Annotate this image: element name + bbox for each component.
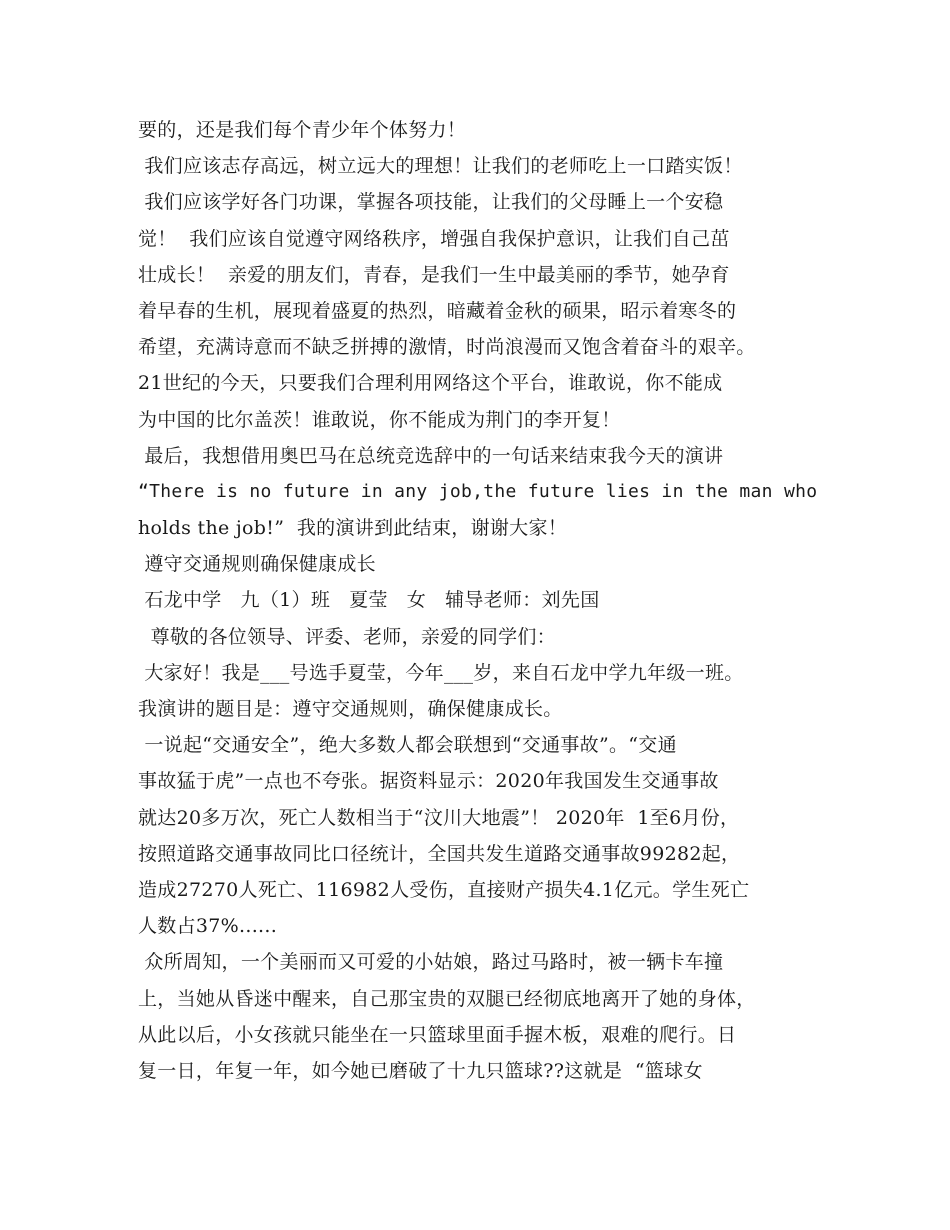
- text-line: 事故猛于虎”一点也不夸张。据资料显示：2020年我国发生交通事故: [138, 770, 719, 793]
- text-line: 一说起“交通安全”，绝大多数人都会联想到“交通事故”。“交通: [138, 734, 677, 757]
- speech-title: 遵守交通规则确保健康成长: [138, 553, 376, 576]
- text-line: 按照道路交通事故同比口径统计，全国共发生道路交通事故99282起，: [138, 842, 741, 865]
- text-line: 觉！ 我们应该自觉遵守网络秩序，增强自我保护意识，让我们自己茁: [138, 227, 730, 250]
- text-line: 人数占37%......: [138, 915, 278, 938]
- text-line: 造成27270人死亡、116982人受伤，直接财产损失4.1亿元。学生死亡: [138, 878, 750, 901]
- text-line: holds the job!” 我的演讲到此结束，谢谢大家！: [138, 517, 568, 540]
- text-line: 我演讲的题目是：遵守交通规则，确保健康成长。: [138, 698, 563, 720]
- text-line: 要的，还是我们每个青少年个体努力！: [138, 119, 467, 141]
- text-line: 我们应该志存高远，树立远大的理想！让我们的老师吃上一口踏实饭！: [138, 155, 743, 178]
- text-line: 最后，我想借用奥巴马在总统竞选辞中的一句话来结束我今天的演讲: [138, 444, 724, 467]
- text-line: 众所周知，一个美丽而又可爱的小姑娘，路过马路时，被一辆卡车撞: [138, 951, 724, 974]
- text-line: 就达20多万次，死亡人数相当于“汶川大地震”！ 2020年 1至6月份，: [138, 806, 740, 829]
- text-line: 大家好！我是___号选手夏莹，今年___岁，来自石龙中学九年级一班。: [138, 661, 744, 684]
- text-line: 从此以后，小女孩就只能坐在一只篮球里面手握木板，艰难的爬行。日: [138, 1023, 737, 1046]
- text-line: 着早春的生机，展现着盛夏的热烈，暗藏着金秋的硕果，昭示着寒冬的: [138, 299, 737, 322]
- text-line: 上，当她从昏迷中醒来，自己那宝贵的双腿已经彻底地离开了她的身体，: [138, 987, 756, 1010]
- author-info: 石龙中学 九（1）班 夏莹 女 辅导老师：刘先国: [138, 589, 600, 612]
- text-line-quote: “There is no future in any job,the future lies in the man who: [138, 480, 818, 502]
- text-line: 我们应该学好各门功课，掌握各项技能，让我们的父母睡上一个安稳: [138, 191, 724, 214]
- salutation: 尊敬的各位领导、评委、老师，亲爱的同学们：: [138, 625, 556, 648]
- text-line: 21世纪的今天，只要我们合理利用网络这个平台，谁敢说，你不能成: [138, 372, 723, 395]
- document-body: [138, 112, 828, 1089]
- text-line: 为中国的比尔盖茨！谁敢说，你不能成为荆门的李开复！: [138, 408, 621, 431]
- text-line: 壮成长！ 亲爱的朋友们，青春，是我们一生中最美丽的季节，她孕育: [138, 263, 730, 286]
- text-line: 希望，充满诗意而不缺乏拼搏的激情，时尚浪漫而又饱含着奋斗的艰辛。: [138, 336, 756, 359]
- text-line: 复一日，年复一年，如今她已磨破了十九只篮球??这就是 “篮球女: [138, 1059, 703, 1082]
